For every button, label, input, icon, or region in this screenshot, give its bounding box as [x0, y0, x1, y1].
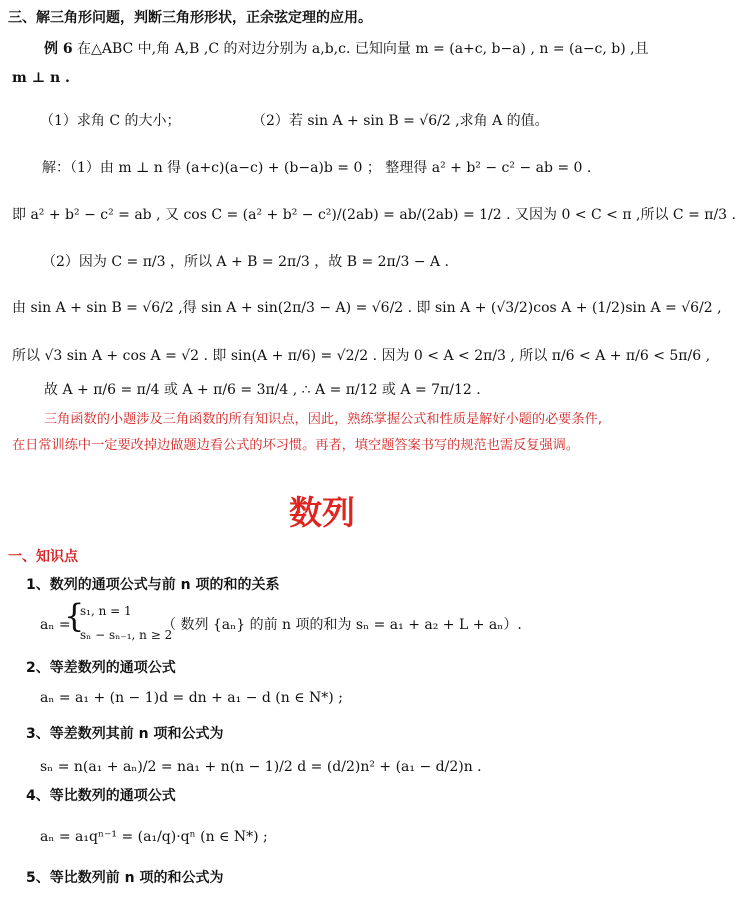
point-1-case-1: s₁, n = 1	[80, 604, 132, 618]
note-line-1: 三角函数的小题涉及三角函数的所有知识点，因此，熟练掌握公式和性质是解好小题的必要条件,	[44, 412, 603, 427]
solution-line-2: 即 a² + b² − c² = ab , 又 cos C = (a² + b² − c²)/(2ab) = ab/(2ab) = 1/2 . 又因为 0 < C < π ,所以 C = π/3 .	[12, 207, 736, 223]
example6-text: 在△ABC 中,角 A,B ,C 的对边分别为 a,b,c. 已知向量 m = (a+c, b−a) , n = (a−c, b) ,且	[77, 41, 649, 57]
example6-label: 例 6	[44, 41, 73, 57]
question-2: （2）若 sin A + sin B = √6/2 ,求角 A 的值。	[252, 113, 549, 129]
point-3-heading: 3、等差数列其前 n 项和公式为	[26, 726, 224, 742]
brace-symbol: {	[64, 597, 85, 635]
example6-line2: m ⊥ n .	[12, 70, 70, 86]
point-3-formula: sₙ = n(a₁ + aₙ)/2 = na₁ + n(n − 1)/2 d = (d/2)n² + (a₁ − d/2)n .	[40, 759, 482, 775]
solution-line-6: 故 A + π/6 = π/4 或 A + π/6 = 3π/4 , ∴ A = π/12 或 A = 7π/12 .	[44, 382, 481, 398]
point-2-formula: aₙ = a₁ + (n − 1)d = dn + a₁ − d (n ∈ N*) ;	[40, 690, 343, 706]
point-1-heading: 1、数列的通项公式与前 n 项的和的关系	[26, 577, 280, 593]
solution-line-1: 解：（1）由 m ⊥ n 得 (a+c)(a−c) + (b−a)b = 0 ； 整理得 a² + b² − c² − ab = 0 .	[42, 160, 592, 176]
point-5-heading: 5、等比数列前 n 项的和公式为	[26, 870, 224, 886]
note-line-2: 在日常训练中一定要改掉边做题边看公式的坏习惯。再者，填空题答案书写的规范也需反复强调。	[12, 438, 580, 453]
solution-line-5: 所以 √3 sin A + cos A = √2 . 即 sin(A + π/6) = √2/2 . 因为 0 < A < 2π/3 , 所以 π/6 < A + π/6 < 5π/6 ,	[12, 348, 711, 364]
knowledge-heading: 一、知识点	[8, 549, 78, 565]
point-4-formula: aₙ = a₁qⁿ⁻¹ = (a₁/q)·qⁿ (n ∈ N*) ;	[40, 829, 268, 845]
sequence-title: 数列	[289, 493, 355, 532]
point-1-tail: （ 数列 {aₙ} 的前 n 项的和为 sₙ = a₁ + a₂ + L + aₙ）.	[162, 617, 522, 633]
point-1-case-2: sₙ − sₙ₋₁, n ≥ 2	[80, 628, 173, 642]
point-4-heading: 4、等比数列的通项公式	[26, 788, 176, 804]
solution-line-4: 由 sin A + sin B = √6/2 ,得 sin A + sin(2π/3 − A) = √6/2 . 即 sin A + (√3/2)cos A + (1/2)sin A = √6/2 ,	[12, 300, 722, 316]
point-1-lhs: aₙ =	[40, 617, 71, 633]
question-1: （1）求角 C 的大小；	[40, 113, 181, 129]
point-2-heading: 2、等差数列的通项公式	[26, 660, 176, 676]
example6-line1	[44, 41, 649, 58]
solution-line-3: （2）因为 C = π/3 ，所以 A + B = 2π/3 ，故 B = 2π/3 − A .	[42, 254, 450, 270]
section3-heading: 三、解三角形问题，判断三角形形状，正余弦定理的应用。	[8, 10, 372, 26]
